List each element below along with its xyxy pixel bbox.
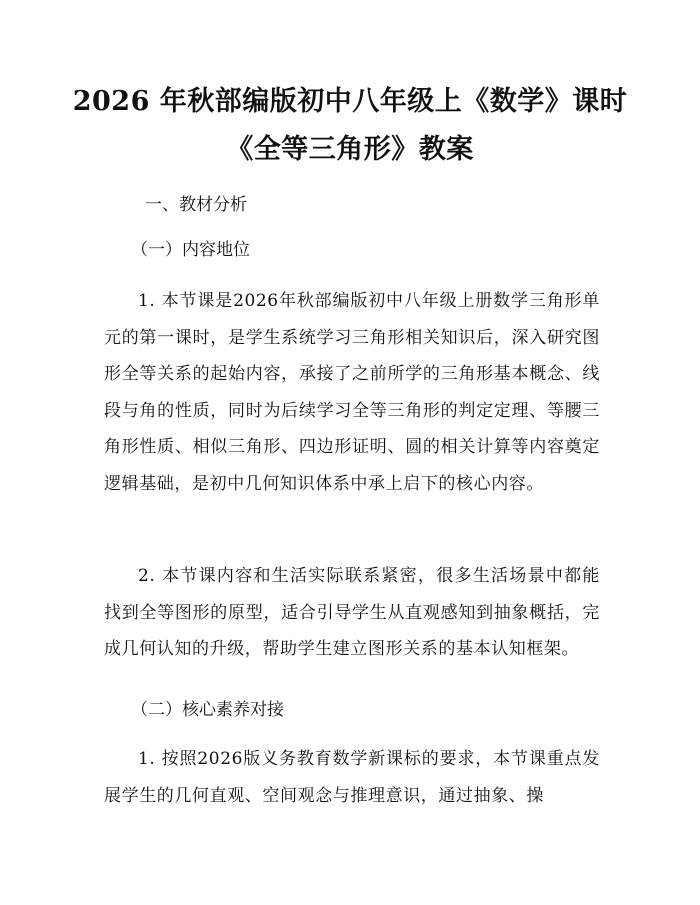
paragraph-2: 2. 本节课内容和生活实际联系紧密，很多生活场景中都能找到全等图形的原型，适合引导学生从直观感知到抽象概括，完成几何认知的升级，帮助学生建立图形关系的基本认知框架。	[104, 566, 600, 660]
section-heading-textbook-analysis: 一、教材分析	[145, 195, 247, 215]
paragraph-3: 1. 按照2026版义务教育数学新课标的要求，本节课重点发展学生的几何直观、空间观念与推理意识，通过抽象、操	[104, 749, 600, 806]
document-title-line-2: 《全等三角形》教案	[226, 134, 474, 165]
paragraph-1: 1. 本节课是2026年秋部编版初中八年级上册数学三角形单元的第一课时，是学生系统学习三角形相关知识后，深入研究图形全等关系的起始内容，承接了之前所学的三角形基本概念、线段与角的性质，同时为后续学习全等三角形的判定定理、等腰三角形性质、相似三角形、四边形证明、圆的相关计算等内容奠定逻辑基础，是初中几何知识体系中承上启下的核心内容。	[104, 291, 600, 494]
document-title-line-1: 2026 年秋部编版初中八年级上《数学》课时	[72, 86, 628, 117]
subsection-heading-content-position: （一）内容地位	[131, 240, 250, 260]
subsection-heading-core-literacy: （二）核心素养对接	[131, 700, 284, 720]
